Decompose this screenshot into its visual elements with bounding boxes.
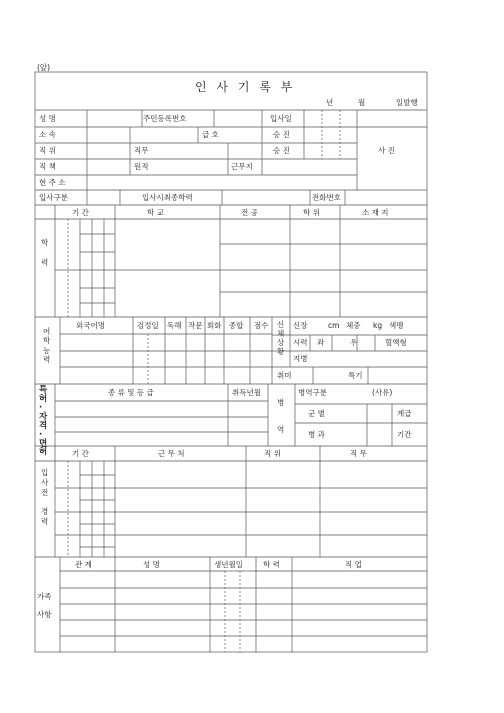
dept-label: 소 속 — [39, 130, 56, 139]
blood-type-label: 혈액형 — [385, 338, 407, 347]
vision-right-label: 우 — [350, 338, 358, 347]
language-side-label: 어 학 능 력 — [43, 327, 51, 365]
cm-unit: cm — [328, 321, 340, 330]
entry-edu-label: 입사시최종학력 — [142, 193, 193, 202]
family-header-education: 학 력 — [263, 560, 280, 569]
license-type-header: 종 류 및 등 급 — [108, 388, 154, 397]
edu-header-major: 전 공 — [241, 208, 258, 217]
colorblind-label: 색맹 — [389, 321, 404, 330]
career-header-position: 직 위 — [264, 449, 281, 458]
issue-day: 일발행 — [396, 98, 418, 107]
military-rank-label: 계급 — [397, 409, 412, 418]
license-acquired-header: 취득년월 — [232, 388, 261, 397]
position-label: 직 위 — [39, 146, 56, 155]
hobby-label: 취미 — [277, 371, 292, 380]
lang-header-overall: 종합 — [229, 321, 244, 330]
page-title: 인 사 기 록 부 — [195, 80, 296, 94]
phone-label: 전화번호 — [312, 193, 341, 202]
lang-header-writing: 작문 — [188, 321, 203, 330]
family-header-relation: 관 계 — [75, 560, 92, 569]
vision-left-label: 좌 — [317, 338, 325, 347]
photo-label: 사 진 — [378, 146, 395, 155]
promotion1-label: 승 진 — [273, 130, 290, 139]
lang-header-score: 점수 — [254, 321, 269, 330]
career-header-duty: 직 무 — [350, 449, 367, 458]
lang-header-date: 검정일 — [137, 321, 159, 330]
edu-header-location: 소 재 지 — [362, 208, 389, 217]
edu-header-degree: 학 위 — [303, 208, 320, 217]
family-side-label: 가족 사항 — [37, 592, 52, 619]
career-header-period: 기 간 — [72, 449, 89, 458]
promotion2-label: 승 진 — [273, 146, 290, 155]
height-label: 신장 — [293, 321, 308, 330]
lang-header-name: 외국어명 — [76, 321, 105, 330]
military-reason-label: (사유) — [372, 388, 393, 397]
issue-year: 년 — [326, 98, 334, 107]
entry-type-label: 입사구분 — [39, 193, 68, 202]
military-specialty-label: 병 과 — [308, 430, 325, 439]
education-side-label: 학 력 — [41, 238, 49, 267]
issue-month: 월 — [358, 98, 366, 107]
kg-unit: kg — [373, 321, 383, 330]
edu-header-period: 기 간 — [72, 208, 89, 217]
special-label: 특기 — [348, 371, 363, 380]
military-category-label: 병역구분 — [298, 388, 327, 397]
edu-header-school: 학 교 — [147, 208, 164, 217]
military-branch-label: 군 별 — [308, 409, 325, 418]
license-side-label: 특 허 · 자 격 · 면 허 — [39, 385, 48, 458]
lang-header-speaking: 회화 — [207, 321, 222, 330]
workplace-label: 근무지 — [231, 162, 253, 171]
body-side-label: 신 체 상 황 — [277, 320, 285, 356]
job-label: 직 책 — [39, 162, 56, 171]
address-label: 현 주 소 — [39, 178, 66, 187]
disease-label: 지병 — [293, 354, 308, 363]
grade-label: 급 호 — [202, 130, 219, 139]
career-side-label: 입 사 전 경 력 — [41, 468, 49, 526]
duty-label: 직무 — [134, 146, 149, 155]
form-tag: (앞) — [37, 63, 51, 72]
career-header-company: 근 무 처 — [158, 449, 185, 458]
weight-label: 체중 — [346, 321, 361, 330]
resident-no-label: 주민등록번호 — [143, 114, 187, 123]
military-period-label: 기간 — [397, 430, 412, 439]
hire-date-label: 입사일 — [270, 114, 292, 123]
family-header-occupation: 직 업 — [345, 560, 362, 569]
name-label: 성 명 — [39, 114, 56, 123]
vision-label: 시력 — [293, 338, 308, 347]
lang-header-reading: 독해 — [167, 321, 182, 330]
military-side-label: 병 역 — [277, 398, 285, 434]
family-header-birth: 생년월일 — [214, 560, 243, 569]
family-header-name: 성 명 — [143, 560, 160, 569]
origin-label: 원적 — [134, 162, 149, 171]
